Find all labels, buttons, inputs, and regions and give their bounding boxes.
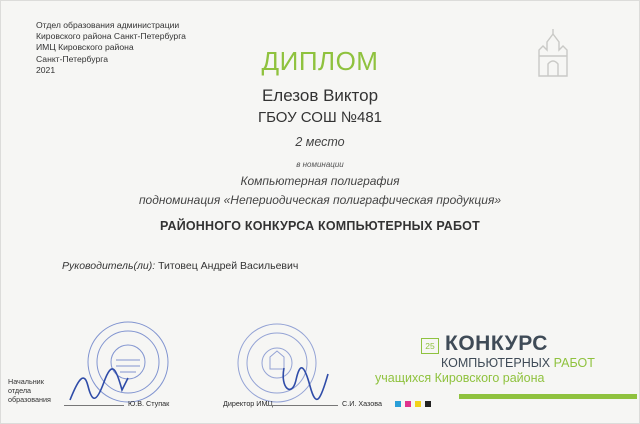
color-square <box>425 401 431 407</box>
chief-title <box>8 377 51 404</box>
chief-title-line: Начальник <box>8 377 44 386</box>
chief-title-line: образования <box>8 395 51 404</box>
logo-line3: учащихся Кировского района <box>375 371 545 385</box>
color-square <box>395 401 401 407</box>
diploma-title: ДИПЛОМ <box>261 46 379 76</box>
nomination: Компьютерная полиграфия <box>240 174 400 188</box>
contest-name: РАЙОННОГО КОНКУРСА КОМПЬЮТЕРНЫХ РАБОТ <box>160 219 480 233</box>
leader-name: Титовец Андрей Васильевич <box>158 260 299 272</box>
leader-label: Руководитель(ли): <box>62 260 156 272</box>
contest-logo <box>375 332 621 416</box>
logo-line2-a: КОМПЬЮТЕРНЫХ <box>441 356 551 370</box>
issuer-line: Кировского района Санкт-Петербурга <box>36 31 186 42</box>
signature-line <box>266 405 338 406</box>
color-square <box>405 401 411 407</box>
director-name: С.И. Хазова <box>342 399 383 408</box>
leader-line <box>62 260 298 272</box>
logo-bar <box>459 394 637 399</box>
logo-word: КОНКУРС <box>445 332 548 355</box>
subnomination: подноминация «Непериодическая полиграфическая продукция» <box>138 193 502 207</box>
logo-number: 25 <box>421 338 439 354</box>
nomination-label: в номинации <box>296 160 344 169</box>
director-title: Директор ИМЦ <box>223 399 273 408</box>
issuer-line: Санкт-Петербурга <box>36 53 108 64</box>
issuer-line: Отдел образования администрации <box>36 20 180 30</box>
logo-line2-b: РАБОТ <box>553 356 595 370</box>
signature-director <box>274 358 338 406</box>
chief-name: Ю.В. Ступак <box>128 399 170 408</box>
recipient-name: Елезов Виктор <box>261 86 379 105</box>
chief-title-line: отдела <box>8 386 32 395</box>
color-squares <box>395 394 435 401</box>
school-name: ГБОУ СОШ №481 <box>257 109 383 126</box>
award-place: 2 место <box>295 135 345 149</box>
issuer-year: 2021 <box>36 64 56 75</box>
signature-line <box>64 405 124 406</box>
signature-chief <box>64 360 134 406</box>
color-square <box>415 401 421 407</box>
logo-line2 <box>441 356 595 370</box>
issuer-line: ИМЦ Кировского района <box>36 42 134 53</box>
